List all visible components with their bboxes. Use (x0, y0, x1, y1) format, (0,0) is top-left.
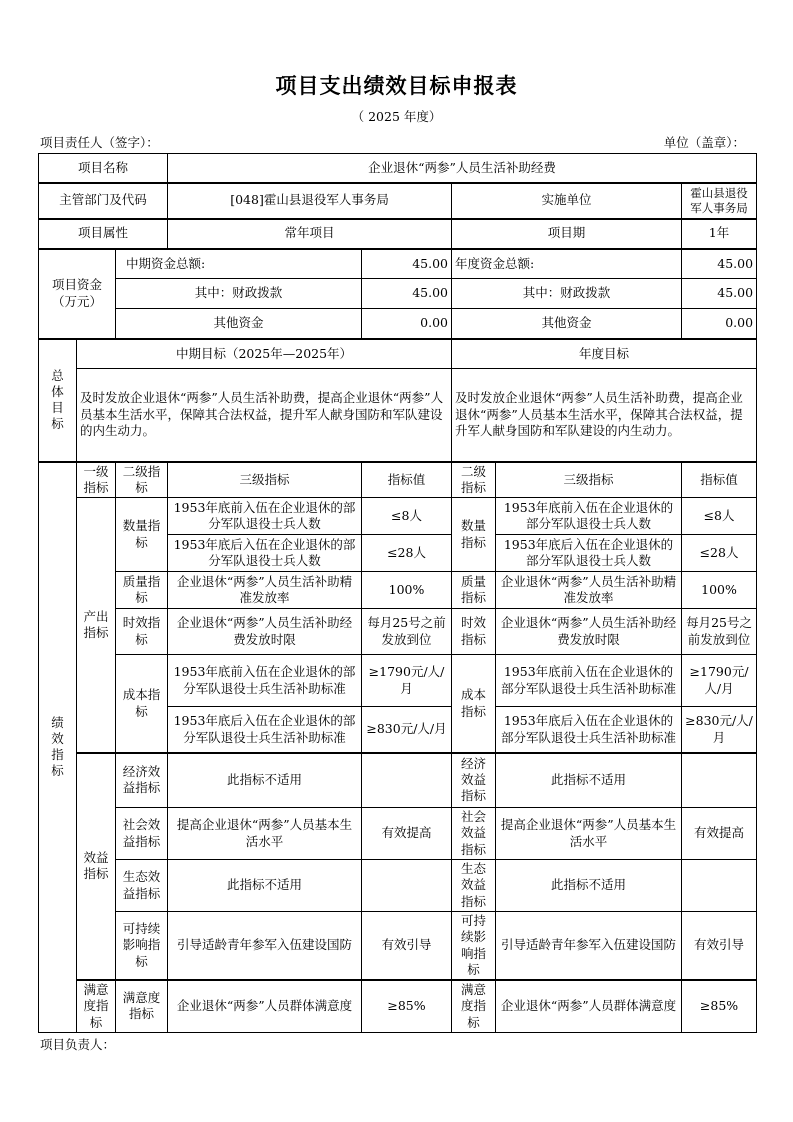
satisfaction-text-annual: 企业退休“两参”人员群体满意度 (496, 980, 682, 1032)
quality-text-annual: 企业退休“两参”人员生活补助精准发放率 (496, 572, 682, 609)
economic-value-annual (682, 753, 757, 808)
timeliness-value-annual: 每月25号之前发放到位 (682, 609, 757, 655)
mid-goal-text: 及时发放企业退休“两参”人员生活补助费，提高企业退休“两参”人员基本生活水平，保障其合法权益，提升军人献身国防和军队建设的内生动力。 (77, 369, 452, 462)
q2-text-mid: 1953年底后入伍在企业退休的部分军队退役士兵人数 (168, 535, 362, 572)
quality-text-mid: 企业退休“两参”人员生活补助精准发放率 (168, 572, 362, 609)
dept-value: [048]霍山县退役军人事务局 (168, 183, 452, 219)
c1-value-mid: ≥1790元/人/月 (362, 655, 452, 707)
sustainable-value-mid: 有效引导 (362, 912, 452, 981)
ecological-text-mid: 此指标不适用 (168, 860, 362, 912)
cost-label-annual: 成本指标 (452, 655, 496, 753)
c2-text-mid: 1953年底后入伍在企业退休的部分军队退役士兵生活补助标准 (168, 707, 362, 753)
mid-other-value: 0.00 (362, 309, 452, 339)
header-level2: 二级指标 (116, 462, 168, 498)
ecological-text-annual: 此指标不适用 (496, 860, 682, 912)
economic-text-mid: 此指标不适用 (168, 753, 362, 808)
mid-total-value: 45.00 (362, 249, 452, 279)
attr-value: 常年项目 (168, 219, 452, 249)
q2-value-annual: ≤28人 (682, 535, 757, 572)
c1-text-annual: 1953年底前入伍在企业退休的部分军队退役士兵生活补助标准 (496, 655, 682, 707)
fiscal-year: （ 2025 年度） (351, 109, 442, 124)
satisfaction-text-mid: 企业退休“两参”人员群体满意度 (168, 980, 362, 1032)
benefit-indicator-label: 效益指标 (77, 753, 116, 981)
economic-label-annual: 经济效益指标 (452, 753, 496, 808)
timeliness-text-mid: 企业退休“两参”人员生活补助经费发放时限 (168, 609, 362, 655)
quality-label-annual: 质量指标 (452, 572, 496, 609)
c2-value-annual: ≥830元/人/月 (682, 707, 757, 753)
satisfaction-l2-label: 满意度指标 (116, 980, 168, 1032)
dept-label: 主管部门及代码 (39, 183, 168, 219)
c1-value-annual: ≥1790元/人/月 (682, 655, 757, 707)
social-value-mid: 有效提高 (362, 808, 452, 860)
ecological-value-annual (682, 860, 757, 912)
sustainable-label: 可持续影响指标 (116, 912, 168, 981)
ecological-label-annual: 生态效益指标 (452, 860, 496, 912)
annual-total-label: 年度资金总额: (452, 249, 682, 279)
economic-text-annual: 此指标不适用 (496, 753, 682, 808)
annual-goal-header: 年度目标 (452, 339, 757, 369)
annual-goal-text: 及时发放企业退休“两参”人员生活补助费，提高企业退休“两参”人员基本生活水平，保障其合法权益，提升军人献身国防和军队建设的内生动力。 (452, 369, 757, 462)
mid-other-label: 其他资金 (116, 309, 362, 339)
ecological-value-mid (362, 860, 452, 912)
annual-fiscal-label: 其中：财政拨款 (452, 279, 682, 309)
quantity-label-annual: 数量指标 (452, 498, 496, 572)
c2-value-mid: ≥830元/人/月 (362, 707, 452, 753)
mid-fiscal-label: 其中：财政拨款 (116, 279, 362, 309)
unit-seal-label: 单位（盖章）： (663, 135, 745, 150)
c2-text-annual: 1953年底后入伍在企业退休的部分军队退役士兵生活补助标准 (496, 707, 682, 753)
timeliness-value-mid: 每月25号之前发放到位 (362, 609, 452, 655)
mid-fiscal-value: 45.00 (362, 279, 452, 309)
q1-value-annual: ≤8人 (682, 498, 757, 535)
social-label: 社会效益指标 (116, 808, 168, 860)
q1-text-annual: 1953年底前入伍在企业退休的部分军队退役士兵人数 (496, 498, 682, 535)
performance-target-table (38, 153, 757, 1033)
header-level2-annual: 二级指标 (452, 462, 496, 498)
project-lead-label: 项目负责人： (40, 1037, 116, 1052)
cost-label: 成本指标 (116, 655, 168, 753)
sustainable-text-mid: 引导适龄青年参军入伍建设国防 (168, 912, 362, 981)
period-value: 1年 (682, 219, 757, 249)
q1-text-mid: 1953年底前入伍在企业退休的部分军队退役士兵人数 (168, 498, 362, 535)
impl-unit-value: 霍山县退役军人事务局 (682, 183, 757, 219)
header-value: 指标值 (362, 462, 452, 498)
timeliness-label: 时效指标 (116, 609, 168, 655)
quantity-label: 数量指标 (116, 498, 168, 572)
annual-fiscal-value: 45.00 (682, 279, 757, 309)
overall-goal-label: 总体目标 (39, 339, 77, 462)
period-label: 项目期 (452, 219, 682, 249)
project-name-value: 企业退休“两参”人员生活补助经费 (168, 154, 757, 183)
social-text-annual: 提高企业退休“两参”人员基本生活水平 (496, 808, 682, 860)
q2-text-annual: 1953年底后入伍在企业退休的部分军队退役士兵人数 (496, 535, 682, 572)
quality-value-mid: 100% (362, 572, 452, 609)
satisfaction-value-mid: ≥85% (362, 980, 452, 1032)
annual-other-value: 0.00 (682, 309, 757, 339)
q2-value-mid: ≤28人 (362, 535, 452, 572)
sustainable-label-annual: 可持续影响指标 (452, 912, 496, 981)
satisfaction-l2-label-annual: 满意度指标 (452, 980, 496, 1032)
sustainable-value-annual: 有效引导 (682, 912, 757, 981)
timeliness-label-annual: 时效指标 (452, 609, 496, 655)
funds-label: 项目资金（万元） (39, 249, 116, 339)
timeliness-text-annual: 企业退休“两参”人员生活补助经费发放时限 (496, 609, 682, 655)
header-level3: 三级指标 (168, 462, 362, 498)
perf-indicator-label: 绩效指标 (39, 462, 77, 1033)
c1-text-mid: 1953年底前入伍在企业退休的部分军队退役士兵生活补助标准 (168, 655, 362, 707)
page-title: 项目支出绩效目标申报表 (275, 74, 518, 98)
economic-value-mid (362, 753, 452, 808)
q1-value-mid: ≤8人 (362, 498, 452, 535)
mid-total-label: 中期资金总额: (116, 249, 362, 279)
annual-other-label: 其他资金 (452, 309, 682, 339)
mid-goal-header: 中期目标（2025年—2025年） (77, 339, 452, 369)
quality-value-annual: 100% (682, 572, 757, 609)
header-value-annual: 指标值 (682, 462, 757, 498)
economic-label: 经济效益指标 (116, 753, 168, 808)
social-text-mid: 提高企业退休“两参”人员基本生活水平 (168, 808, 362, 860)
social-value-annual: 有效提高 (682, 808, 757, 860)
satisfaction-l1-label: 满意度指标 (77, 980, 116, 1032)
satisfaction-value-annual: ≥85% (682, 980, 757, 1032)
impl-unit-label: 实施单位 (452, 183, 682, 219)
ecological-label: 生态效益指标 (116, 860, 168, 912)
quality-label: 质量指标 (116, 572, 168, 609)
sustainable-text-annual: 引导适龄青年参军入伍建设国防 (496, 912, 682, 981)
social-label-annual: 社会效益指标 (452, 808, 496, 860)
output-indicator-label: 产出指标 (77, 498, 116, 753)
header-level1: 一级指标 (77, 462, 116, 498)
responsible-signature-label: 项目责任人（签字）： (40, 135, 159, 150)
annual-total-value: 45.00 (682, 249, 757, 279)
project-name-label: 项目名称 (39, 154, 168, 183)
header-level3-annual: 三级指标 (496, 462, 682, 498)
attr-label: 项目属性 (39, 219, 168, 249)
